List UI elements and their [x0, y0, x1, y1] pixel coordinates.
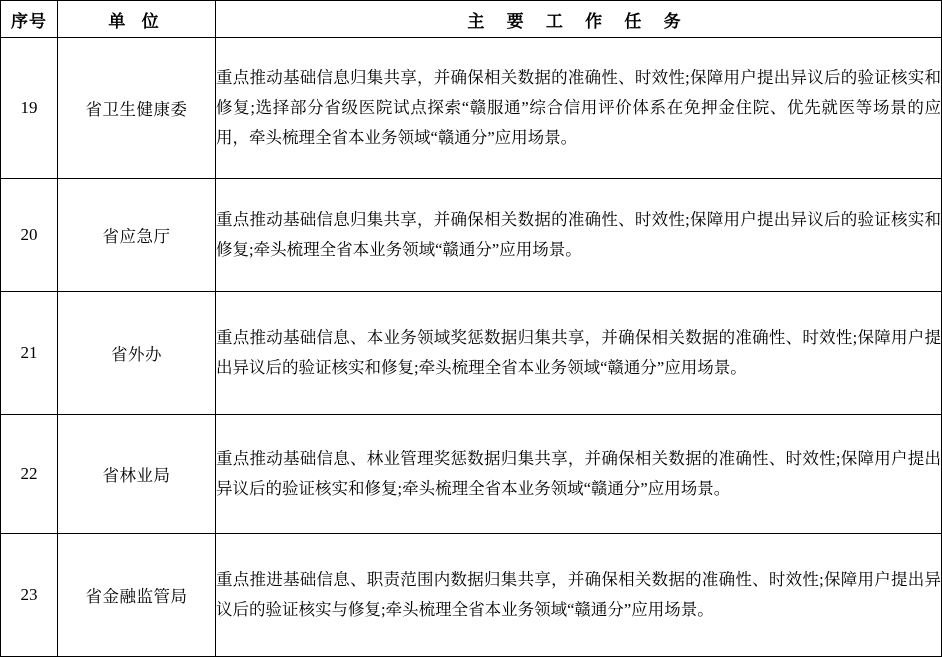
table-header [1, 1, 942, 38]
column-header-sequence: 序号 [1, 1, 58, 38]
row-task [216, 534, 942, 657]
row-unit: 省卫生健康委 [58, 38, 216, 179]
row-task-text: 重点推动基础信息归集共享，并确保相关数据的准确性、时效性;保障用户提出异议后的验证核实和修复;选择部分省级医院试点探索“赣服通”综合信用评价体系在免押金住院、优先就医等场景的应用，牵头梳理全省本业务领域“赣通分”应用场景。 [216, 68, 941, 147]
row-unit: 省金融监管局 [58, 534, 216, 657]
row-sequence: 22 [1, 415, 58, 534]
row-sequence: 21 [1, 292, 58, 415]
row-task [216, 415, 942, 534]
table-row [1, 534, 942, 657]
row-unit: 省应急厅 [58, 179, 216, 292]
column-header-unit: 单 位 [58, 1, 216, 38]
table-header-row [1, 1, 942, 38]
column-header-task: 主 要 工 作 任 务 [216, 1, 942, 38]
table-row [1, 292, 942, 415]
row-sequence: 23 [1, 534, 58, 657]
row-task-text: 重点推动基础信息、本业务领域奖惩数据归集共享，并确保相关数据的准确性、时效性;保障用户提出异议后的验证核实和修复;牵头梳理全省本业务领域“赣通分”应用场景。 [216, 328, 941, 377]
row-task-text: 重点推动基础信息、林业管理奖惩数据归集共享，并确保相关数据的准确性、时效性;保障用户提出异议后的验证核实和修复;牵头梳理全省本业务领域“赣通分”应用场景。 [216, 449, 941, 498]
table-row [1, 415, 942, 534]
row-sequence: 20 [1, 179, 58, 292]
table-row [1, 179, 942, 292]
row-task [216, 292, 942, 415]
row-task [216, 179, 942, 292]
row-sequence: 19 [1, 38, 58, 179]
row-task-text: 重点推进基础信息、职责范围内数据归集共享，并确保相关数据的准确性、时效性;保障用户提出异议后的验证核实与修复;牵头梳理全省本业务领域“赣通分”应用场景。 [216, 570, 941, 619]
row-unit: 省林业局 [58, 415, 216, 534]
table-row [1, 38, 942, 179]
row-unit: 省外办 [58, 292, 216, 415]
table-body [1, 38, 942, 657]
row-task-text: 重点推动基础信息归集共享，并确保相关数据的准确性、时效性;保障用户提出异议后的验证核实和修复;牵头梳理全省本业务领域“赣通分”应用场景。 [216, 210, 941, 259]
row-task [216, 38, 942, 179]
